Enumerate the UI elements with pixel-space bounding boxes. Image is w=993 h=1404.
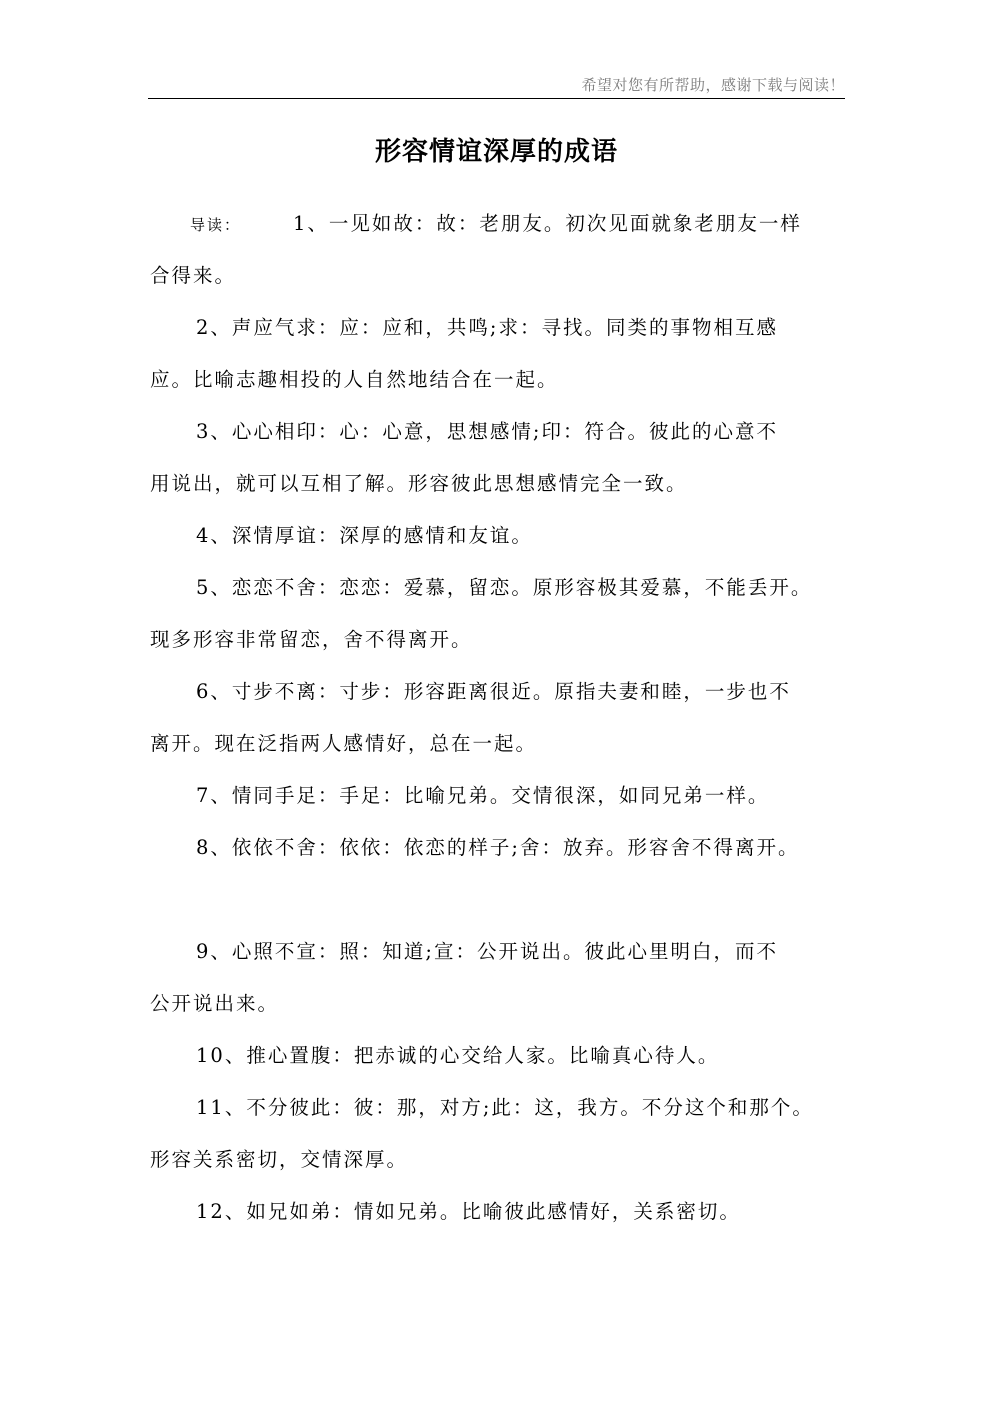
paragraph-line: 5、恋恋不舍：恋恋：爱慕，留恋。原形容极其爱慕，不能丢开。 xyxy=(196,576,813,599)
paragraph-line: 用说出，就可以互相了解。形容彼此思想感情完全一致。 xyxy=(150,472,688,495)
paragraph-line: 现多形容非常留恋，舍不得离开。 xyxy=(150,628,473,651)
document-title: 形容情谊深厚的成语 xyxy=(374,137,618,167)
paragraph-line: 7、情同手足：手足：比喻兄弟。交情很深，如同兄弟一样。 xyxy=(196,784,770,807)
document-body xyxy=(150,206,850,1246)
paragraph-line: 合得来。 xyxy=(150,264,237,287)
paragraph-line: 12、如兄如弟：情如兄弟。比喻彼此感情好，关系密切。 xyxy=(196,1200,741,1223)
paragraph-line xyxy=(150,206,850,258)
paragraph-line: 10、推心置腹：把赤诚的心交给人家。比喻真心待人。 xyxy=(196,1044,720,1067)
intro-label: 导读： xyxy=(190,216,242,234)
blank-line xyxy=(150,882,850,934)
paragraph-line: 公开说出来。 xyxy=(150,992,280,1015)
paragraph-line: 离开。现在泛指两人感情好，总在一起。 xyxy=(150,732,538,755)
header-divider xyxy=(148,98,845,99)
paragraph-line: 8、依依不舍：依依：依恋的样子;舍：放弃。形容舍不得离开。 xyxy=(196,836,800,859)
paragraph-line: 4、深情厚谊：深厚的感情和友谊。 xyxy=(196,524,533,547)
paragraph-line: 应。比喻志趣相投的人自然地结合在一起。 xyxy=(150,368,559,391)
paragraph-line: 3、心心相印：心：心意，思想感情;印：符合。彼此的心意不 xyxy=(196,420,778,443)
paragraph-line: 形容关系密切，交情深厚。 xyxy=(150,1148,409,1171)
header-note: 希望对您有所帮助，感谢下载与阅读！ xyxy=(581,76,845,94)
paragraph-line: 11、不分彼此：彼：那，对方;此：这，我方。不分这个和那个。 xyxy=(196,1096,814,1119)
paragraph-line: 2、声应气求：应：应和，共鸣;求：寻找。同类的事物相互感 xyxy=(196,316,778,339)
paragraph-line: 6、寸步不离：寸步：形容距离很近。原指夫妻和睦，一步也不 xyxy=(196,680,791,703)
idiom-text: 1、一见如故：故：老朋友。初次见面就象老朋友一样 xyxy=(293,212,802,235)
paragraph-line: 9、心照不宣：照：知道;宣：公开说出。彼此心里明白，而不 xyxy=(196,940,778,963)
